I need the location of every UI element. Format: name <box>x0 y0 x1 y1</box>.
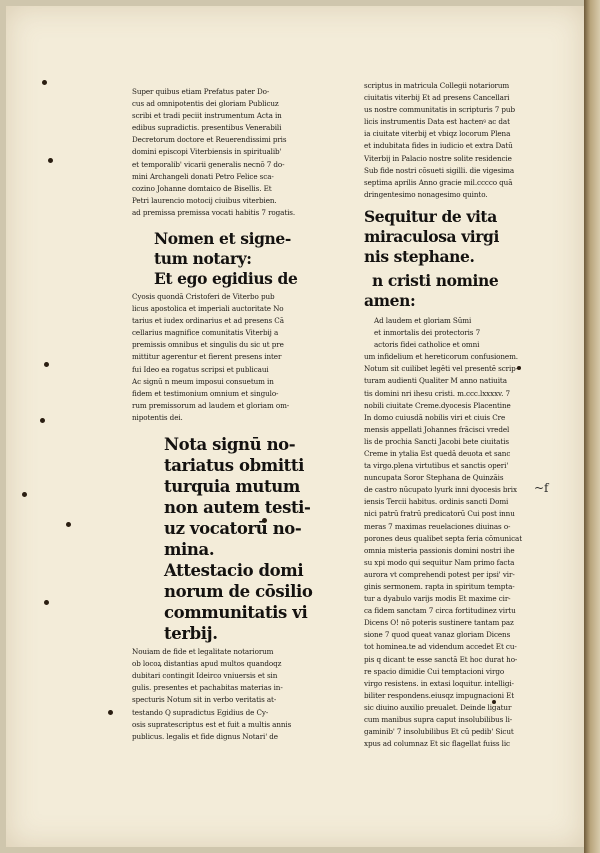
heading-line: Nomen et signe- <box>154 229 291 248</box>
text-line: Sub fide nostri cōsueti sigilli. die vigesima <box>364 165 515 175</box>
heading-line: communitatis vi <box>164 603 308 623</box>
text-line: cus ad omnipotentis dei gloriam Publicuz <box>132 99 279 109</box>
text-line: rum premissorum ad laudem et gloriam om- <box>132 400 290 410</box>
text-line: domini episcopi Viterbiensis in spiritualib' <box>132 147 282 157</box>
text-line: et inmortalis dei protectoris 7 <box>374 328 481 338</box>
text-line: nipotentis dei. <box>132 412 183 422</box>
heading-line: tum notary: <box>154 249 252 268</box>
text-line: nobili ciuitate Creme.dyocesis Placentine <box>364 400 511 410</box>
text-line: testando Q supradictus Egidius de Cy- <box>132 707 269 717</box>
text-line: tot hominea.te ad videndum accedet Et cu- <box>364 642 517 652</box>
text-line: um infidelium et hereticorum confusionem. <box>364 352 518 362</box>
text-line: Ad laudem et gloriam Sūmi <box>374 315 472 325</box>
text-line: nuncupata Soror Stephana de Quinzāis <box>364 473 504 483</box>
worm-hole <box>44 600 49 605</box>
text-line: Viterbij in Palacio nostre solite residencie <box>364 153 512 163</box>
right-opening-paragraph <box>364 80 534 201</box>
text-line: ob locoꝝ distantias apud multos quandoqz <box>132 659 282 669</box>
text-line: sione 7 quod queat vanaz gloriam Dicens <box>364 630 511 640</box>
heading-line: Et ego egidius de <box>154 269 298 288</box>
text-line: tarius et iudex ordinarius et ad presens Cā <box>132 316 284 326</box>
text-line: fidem et testimonium omnium et singulo- <box>132 388 279 398</box>
text-line: cellarius magnifice comunitatis Viterbij a <box>132 328 279 338</box>
text-line: tis domini nri ihesu cristi. m.ccc.lxxxxv. 7 <box>364 388 510 398</box>
text-line: premissis omnibus et singulis du sic ut pre <box>132 340 284 350</box>
worm-hole <box>48 158 53 163</box>
text-line: omnia misteria passionis domini nostri ihe <box>364 545 515 555</box>
closing-paragraph <box>132 646 325 743</box>
text-line: Petri laurencio motocij ciuibus viterbien. <box>132 195 277 205</box>
worm-hole <box>66 522 71 527</box>
text-line: tur a dyabulo varijs modis Et maxime cir- <box>364 594 511 604</box>
text-line: osis supratescriptus est et fuit a multis annis <box>132 719 292 729</box>
text-line: Nouiam de fide et legalitate notariorum <box>132 647 274 657</box>
text-line: meras 7 maximas reuelaciones diuinas o- <box>364 521 511 531</box>
heading-line: Attestacio domi <box>164 561 304 581</box>
text-line: ta virgo.plena virtutibus et sanctis operi' <box>364 461 509 471</box>
right-body-paragraph <box>364 315 534 750</box>
text-line: licus apostolica et imperiali auctoritate No <box>132 304 284 314</box>
text-line: mittitur agerentur et fierent presens inter <box>132 352 282 362</box>
text-line: et indubitata fides in iudicio et extra Datū <box>364 141 513 151</box>
text-line: specturis Notum sit in verbo veritatis at- <box>132 695 277 705</box>
heading-line: nis stephane. <box>364 246 475 266</box>
heading-line: tariatus obmitti <box>164 456 304 476</box>
text-line: et temporalib' vicarii generalis necnō 7 do- <box>132 159 285 169</box>
text-line: su xpi modo qui sequitur Nam primo facta <box>364 557 515 567</box>
margin-annotation: ~f <box>534 481 549 495</box>
heading-line: Nota signū no- <box>164 435 296 455</box>
worm-hole <box>108 710 113 715</box>
worm-hole <box>44 362 49 367</box>
text-line: cozino Johanne domtaico de Bisellis. Et <box>132 183 272 193</box>
text-line: edibus supradictis. presentibus Venerabili <box>132 123 282 133</box>
text-line: pis q dicant te esse sanctā Et hoc durat ho- <box>364 654 518 664</box>
text-line: nici patrū fratrū predicatorū Cui post innu <box>364 509 515 519</box>
opening-paragraph <box>132 86 325 221</box>
heading-line: amen: <box>364 290 416 310</box>
text-line: turam audienti Qualiter M anno natiuita <box>364 376 507 386</box>
text-line: virgo resistens. in extasi loquitur. intelligi- <box>364 678 514 688</box>
heading-line: n cristi nomine <box>372 270 499 290</box>
text-line: In domo cuiusdā nobilis viri et ciuis Cre <box>364 412 506 422</box>
incipit-heading <box>364 271 534 311</box>
notary-heading <box>132 229 325 289</box>
text-line: dubitari contingit Ideirco vniuersis et sin <box>132 671 278 681</box>
text-line: gulis. presentes et pachabitas materias in- <box>132 683 283 693</box>
text-line: mensis appellati Johannes frācisci vredel <box>364 424 510 434</box>
text-line: de castro nūcupato lyurk inni dyocesis brix <box>364 485 517 495</box>
text-line: lis de prochia Sancti Jacobi bete ciuitatis <box>364 436 509 446</box>
text-line: gaminib' 7 insolubilibus Et cū pedib' Sicut <box>364 727 514 737</box>
text-line: Cyosis quondā Cristoferi de Viterbo pub <box>132 292 275 301</box>
text-line: ca fidem sanctam 7 circa fortitudinez virtu <box>364 606 516 616</box>
text-line: mini Archangeli donati Petro Felice sca- <box>132 171 274 181</box>
text-line: septima aprilis Anno gracie mil.cccco quā <box>364 177 513 187</box>
text-line: porones deus qualibet septa feria cōmunicat <box>364 533 522 543</box>
nota-heading <box>132 434 325 644</box>
text-line: xpus ad columnaz Et sic flagellat fuiss lic <box>364 739 510 749</box>
heading-line: mina. <box>164 540 215 560</box>
text-line: cum manibus supra caput insolubilibus li- <box>364 715 513 725</box>
heading-line: Sequitur de vita <box>364 206 497 226</box>
text-line: re spacio dimidie Cui temptacioni virgo <box>364 666 505 676</box>
text-line: Ac signū n meum imposui consuetum in <box>132 376 274 386</box>
heading-line: non autem testi- <box>164 498 311 518</box>
text-line: aurora vt comprehendi potest per ipsi' vir- <box>364 569 515 579</box>
worm-hole <box>42 80 47 85</box>
text-line: dringentesimo nonagesimo quinto. <box>364 189 488 199</box>
worm-hole <box>22 492 27 497</box>
text-line: ciuitatis viterbij Et ad presens Cancellari <box>364 93 510 103</box>
text-line: scriptus in matricula Collegii notariorum <box>364 81 510 90</box>
notary-paragraph <box>132 291 325 424</box>
left-column <box>132 86 325 743</box>
text-line: Dicens O! nō poteris sustinere tantam paz <box>364 618 514 628</box>
heading-line: norum de cōsilio <box>164 582 313 602</box>
text-line: fui Ideo ea rogatus scripsi et publicaui <box>132 364 269 374</box>
worm-hole <box>40 418 45 423</box>
text-line: Super quibus etiam Prefatus pater Do- <box>132 87 270 96</box>
text-line: us nostre communitatis in scripturis 7 pub <box>364 105 515 115</box>
text-line: publicus. legalis et fide dignus Notari' de <box>132 731 278 741</box>
heading-line: turquia mutum <box>164 477 300 497</box>
heading-line: miraculosa virgi <box>364 226 499 246</box>
text-line: ia ciuitate viterbij et vbiqz locorum Plena <box>364 129 511 139</box>
text-line: sic diuino auxilio preualet. Deinde ligatur <box>364 702 512 712</box>
sequitur-heading <box>364 207 534 267</box>
text-line: ad premissa premissa vocati habitis 7 rogatis. <box>132 207 296 217</box>
heading-line: terbij. <box>164 624 218 644</box>
text-line: ginis sermonem. rapta in spiritum tempta- <box>364 582 515 591</box>
text-line: actoris fidei catholice et omni <box>374 340 480 350</box>
text-line: Notum sit cuilibet legēti vel presentē scrip- <box>364 364 519 374</box>
text-line: biliter respondens.eiusqz impugnacioni Et <box>364 690 515 700</box>
text-line: scribi et tradi peciit instrumentum Acta in <box>132 111 282 121</box>
right-column <box>364 80 534 750</box>
text-line: Creme in ytalia Est quedā deuota et sanc <box>364 448 511 458</box>
text-line: licis instrumentis Data est hactenꝰ ac dat <box>364 117 510 127</box>
heading-line: uz vocatorū no- <box>164 519 302 539</box>
text-line: Decretorum doctore et Reuerendissimi pris <box>132 135 287 145</box>
book-gutter <box>584 0 600 853</box>
text-line: iensis Tercii habitus. ordinis sancti Domi <box>364 497 509 507</box>
